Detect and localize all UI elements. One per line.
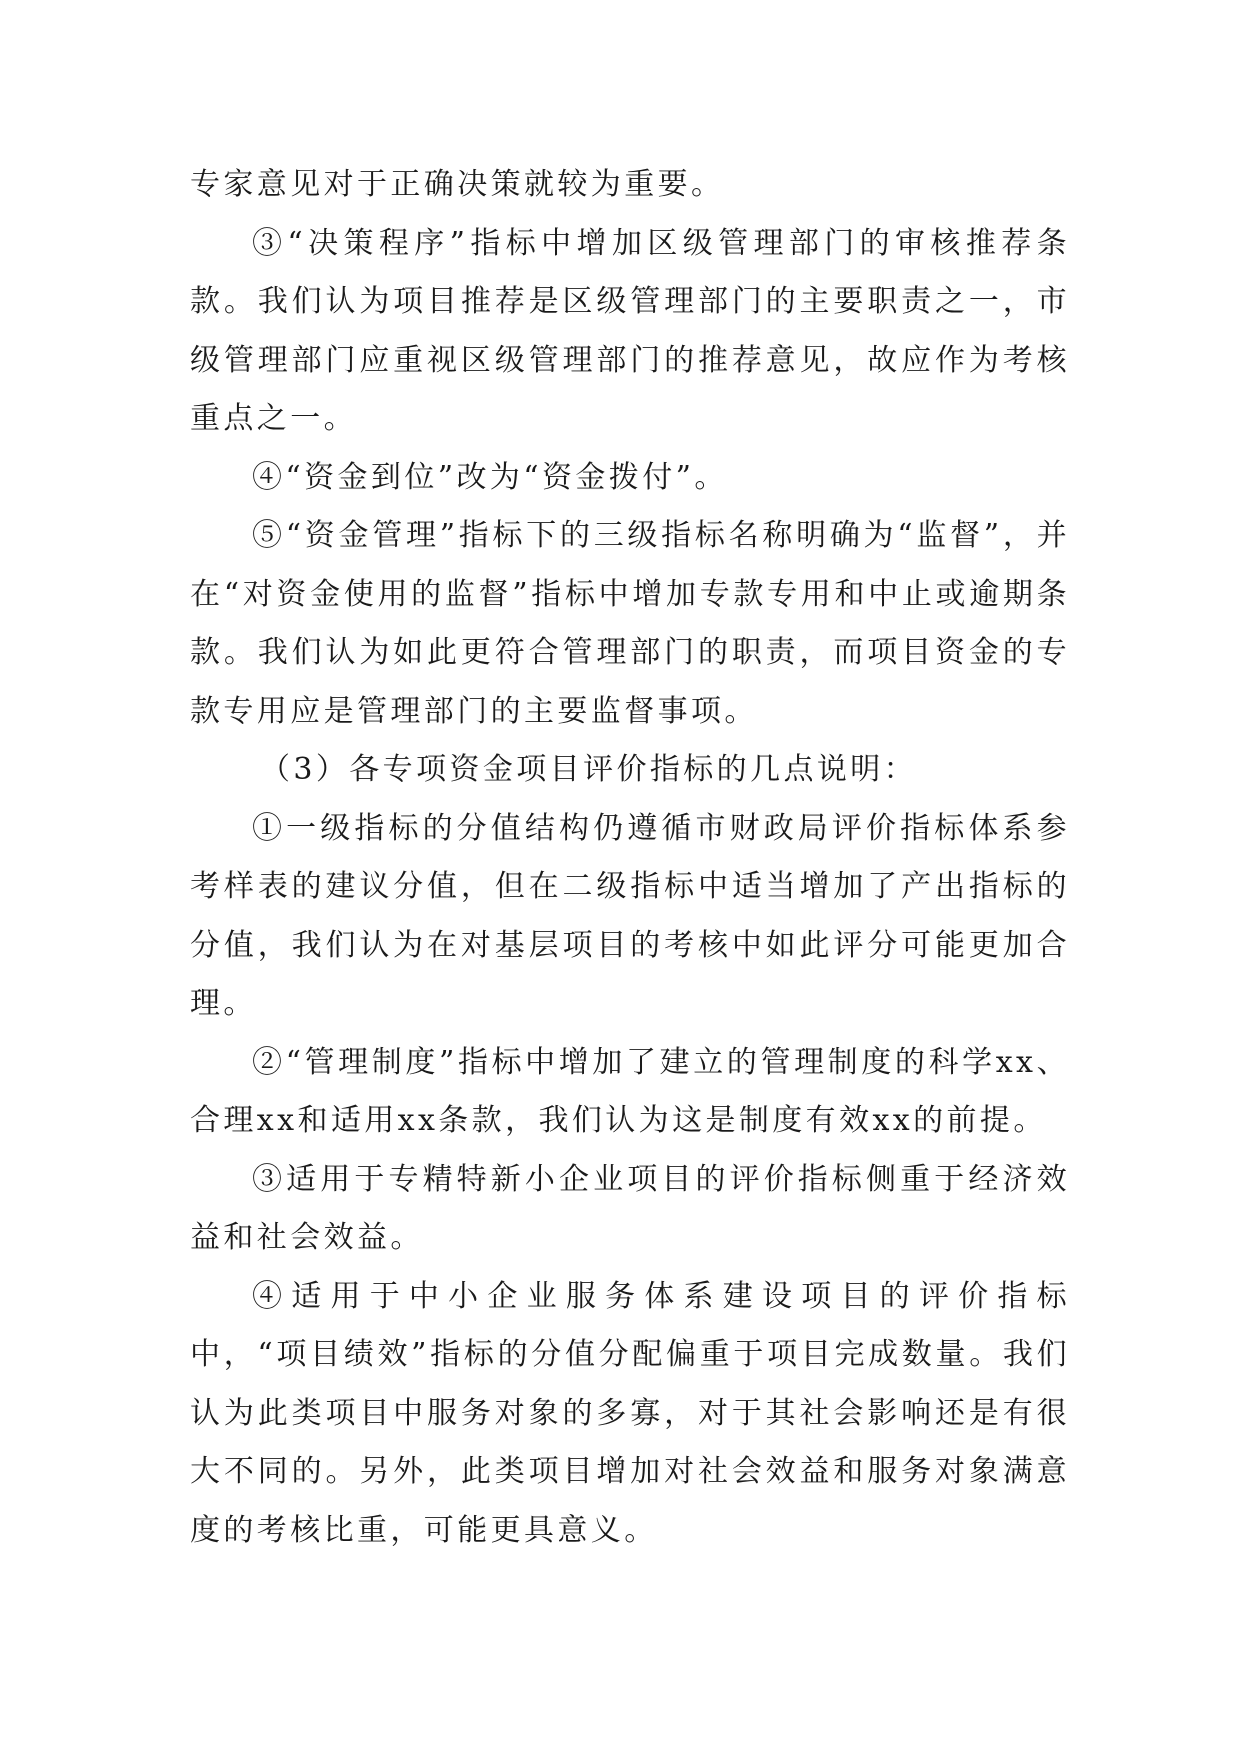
paragraph-first-level-indicators: ①一级指标的分值结构仍遵循市财政局评价指标体系参考样表的建议分值，但在二级指标中适当增加了产出指标的分值，我们认为在对基层项目的考核中如此评分可能更加合理。 xyxy=(190,810,1070,1021)
section-heading-indicator-notes: （3）各专项资金项目评价指标的几点说明： xyxy=(260,752,918,787)
paragraph-management-system: ②“管理制度”指标中增加了建立的管理制度的科学xx、合理xx和适用xx条款，我们认为这是制度有效xx的前提。 xyxy=(190,1044,1070,1138)
paragraph-continuation: 专家意见对于正确决策就较为重要。 xyxy=(190,167,725,202)
paragraph-fund-management: ⑤“资金管理”指标下的三级指标名称明确为“监督”，并在“对资金使用的监督”指标中增加专款专用和中止或逾期条款。我们认为如此更符合管理部门的职责，而项目资金的专款专用应是管理部门的主要监督事项。 xyxy=(190,518,1070,729)
paragraph-service-system: ④适用于中小企业服务体系建设项目的评价指标中，“项目绩效”指标的分值分配偏重于项目完成数量。我们认为此类项目中服务对象的多寡，对于其社会影响还是有很大不同的。另外，此类项目增加对社会效益和服务对象满意度的考核比重，可能更具意义。 xyxy=(190,1278,1070,1548)
document-body xyxy=(190,156,1070,1560)
paragraph-specialized-enterprises: ③适用于专精特新小企业项目的评价指标侧重于经济效益和社会效益。 xyxy=(190,1161,1070,1255)
paragraph-fund-arrival: ④“资金到位”改为“资金拨付”。 xyxy=(252,459,728,495)
paragraph-decision-procedure: ③“决策程序”指标中增加区级管理部门的审核推荐条款。我们认为项目推荐是区级管理部门的主要职责之一，市级管理部门应重视区级管理部门的推荐意见，故应作为考核重点之一。 xyxy=(190,225,1070,436)
